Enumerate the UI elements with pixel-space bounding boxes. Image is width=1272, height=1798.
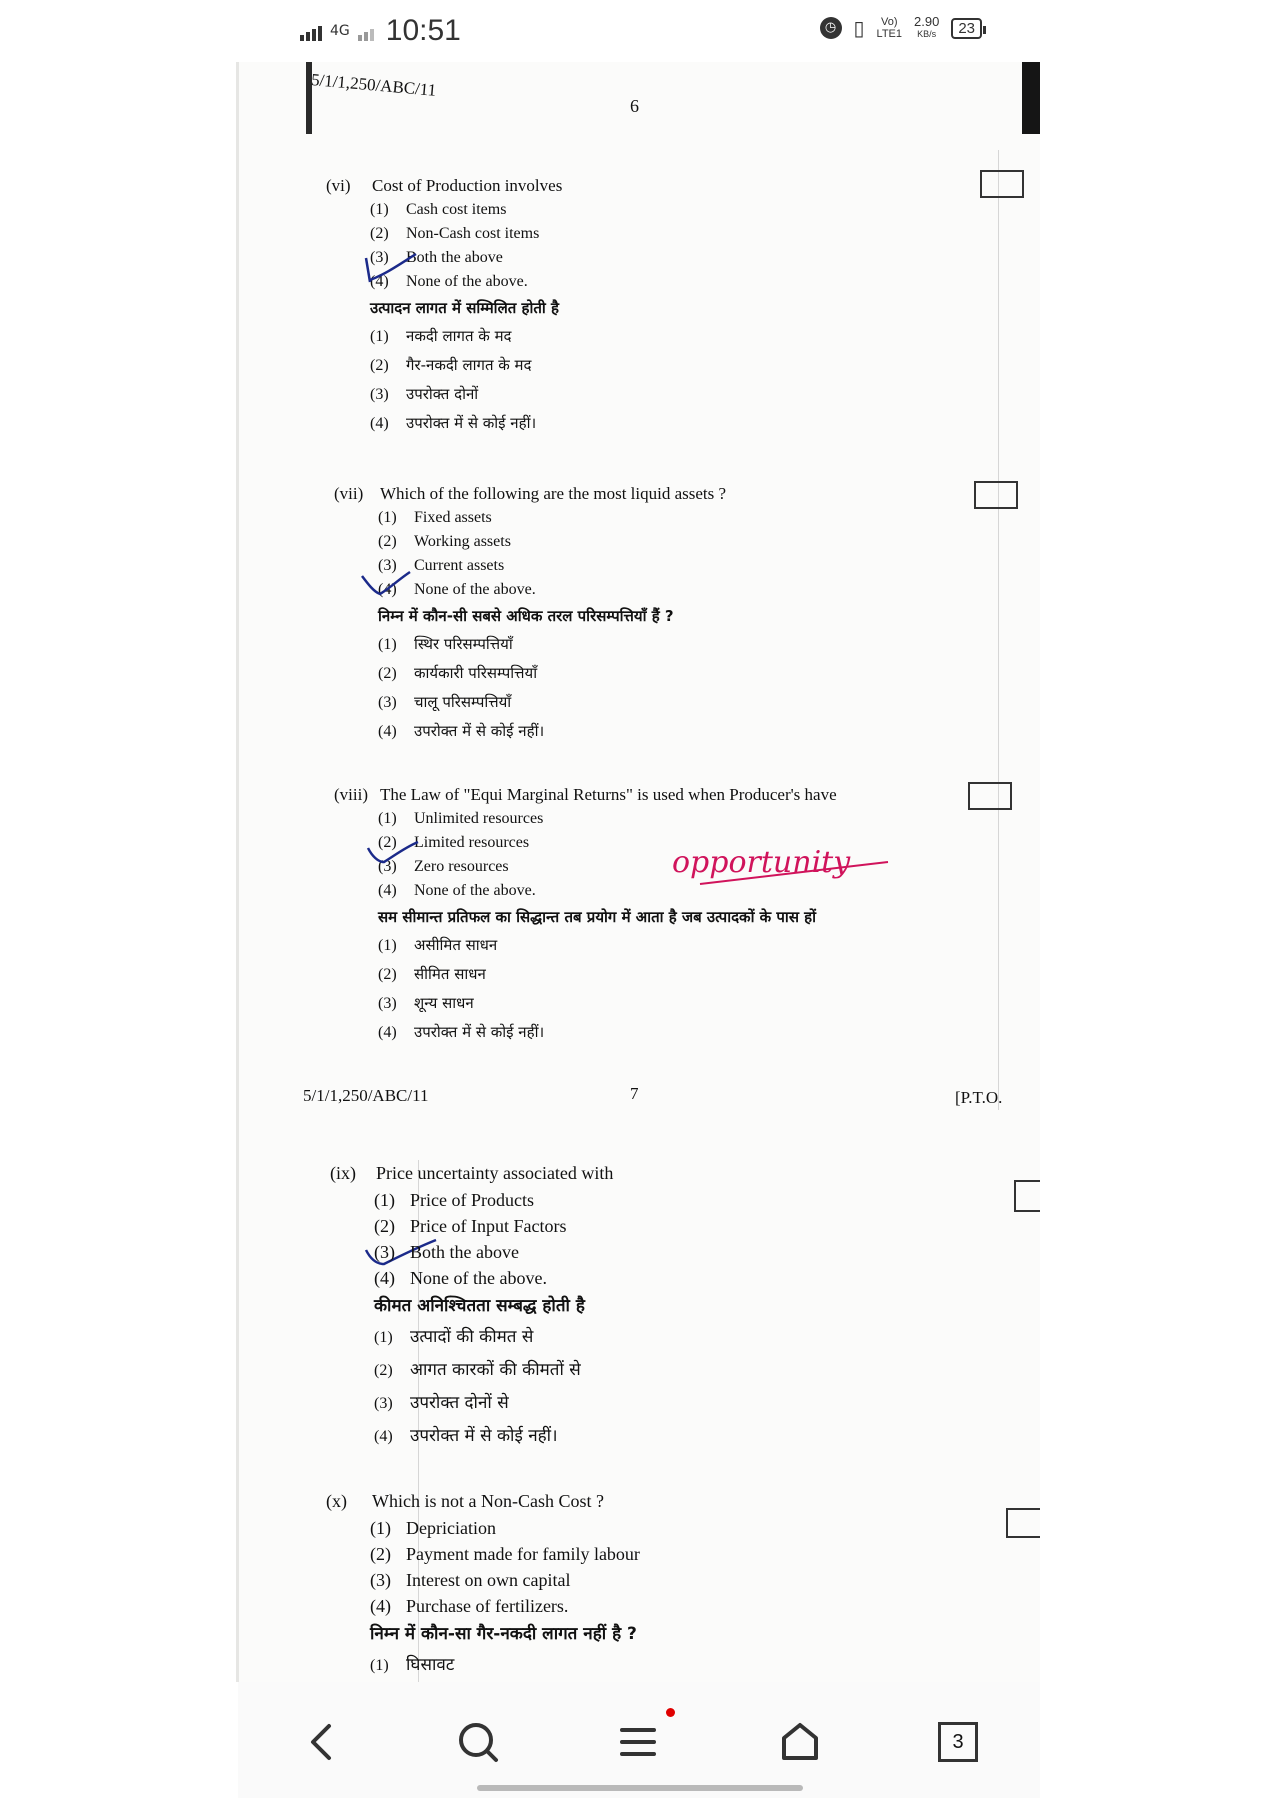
hindi-option: (1) असीमित साधन [378,936,498,954]
alarm-icon: ◷ [820,17,842,39]
question-vii [334,482,726,746]
hindi-option: (1) उत्पादों की कीमत से [374,1327,534,1347]
hindi-option: (2) सीमित साधन [378,965,486,983]
notification-dot [666,1708,675,1717]
question-ix [330,1160,613,1453]
volte-indicator: Vo) LTE1 [876,16,902,40]
question-number: (vi) [326,176,351,195]
clock: 10:51 [385,14,461,47]
hindi-question: निम्न में कौन-सी सबसे अधिक तरल परिसम्पत्तियाँ हैं ? [378,607,674,625]
search-icon [456,1720,500,1764]
question-x [326,1488,640,1682]
hindi-option: (1) स्थिर परिसम्पत्तियाँ [378,635,513,653]
answer-box-vi [980,170,1024,198]
option: (3) Zero resources [378,858,509,875]
annotation-text: opportunity [672,845,851,880]
option: (3) Interest on own capital [370,1570,571,1590]
question-number: (vii) [334,484,364,503]
margin-line [998,150,999,1110]
hindi-option: (2) कार्यकारी परिसम्पत्तियाँ [378,664,538,682]
status-bar [0,0,1272,64]
page-number-bottom: 7 [630,1084,639,1103]
hindi-option: (3) शून्य साधन [378,994,474,1012]
handwritten-annotation [660,828,900,898]
question-text: Which is not a Non-Cash Cost ? [372,1491,604,1511]
option: (1) Unlimited resources [378,810,544,827]
answer-box-vii [974,481,1018,509]
option: (4) Purchase of fertilizers. [370,1596,569,1616]
hindi-option: (4) उपरोक्त में से कोई नहीं। [378,722,545,740]
hindi-question: सम सीमान्त प्रतिफल का सिद्धान्त तब प्रयोग में आता है जब उत्पादकों के पास हों [378,908,817,926]
scan-edge-right [1022,62,1040,134]
question-number: (viii) [334,785,368,804]
hindi-option: (4) उपरोक्त में से कोई नहीं। [378,1023,545,1041]
hindi-option: (1) नकदी लागत के मद [370,327,512,345]
tick-mark-vi [356,248,426,288]
option: (2) Price of Input Factors [374,1216,567,1236]
signal-icon-2 [358,21,374,41]
tick-mark-viii [362,838,422,868]
back-arrow-icon [305,1722,335,1762]
network-speed: 2.90 KB/s [914,14,940,39]
paper-code-footer: 5/1/1,250/ABC/11 [303,1086,429,1105]
question-vi [326,174,562,438]
option: (1) Price of Products [374,1190,534,1210]
answer-box-ix [1014,1180,1040,1212]
answer-box-viii [968,782,1012,810]
home-button[interactable] [770,1712,830,1772]
pto-label: [P.T.O. [955,1088,1003,1107]
tick-mark-vii [356,566,416,600]
option: (2) Working assets [378,533,511,550]
question-number: (x) [326,1491,347,1511]
question-text: Cost of Production involves [372,176,563,195]
tabs-button[interactable] [928,1712,988,1772]
question-text: Price uncertainty associated with [376,1163,614,1183]
status-left [300,14,461,48]
hindi-option: (3) चालू परिसम्पत्तियाँ [378,693,512,711]
answer-box-x [1006,1508,1040,1538]
home-indicator[interactable] [477,1785,803,1791]
battery-icon: 23 [951,18,982,39]
option: (1) Fixed assets [378,509,492,526]
hindi-option: (2) आगत कारकों की कीमतों से [374,1360,581,1380]
paper-code-header: 5/1/1,250/ABC/11 [310,70,437,100]
signal-icon [300,21,322,41]
hindi-option: (4) उपरोक्त में से कोई नहीं। [370,414,537,432]
question-number: (ix) [330,1163,356,1183]
option-selected: (3) Current assets [378,557,505,574]
question-text: Which of the following are the most liquid assets ? [380,484,727,503]
option-selected: (2) Limited resources [378,834,530,851]
option-selected: (3) Both the above [374,1242,519,1262]
option: (1) Cash cost items [370,201,507,218]
hindi-question: निम्न में कौन-सा गैर-नकदी लागत नहीं है ? [370,1624,637,1644]
vibrate-icon: ▯ [853,16,865,40]
page-number-top: 6 [630,96,639,116]
hindi-option: (1) घिसावट [370,1655,455,1675]
hindi-option: (2) गैर-नकदी लागत के मद [370,356,532,374]
option: (4) None of the above. [374,1268,547,1288]
hindi-option: (3) उपरोक्त दोनों से [374,1393,509,1413]
option: (1) Depriciation [370,1518,496,1538]
option: (2) Payment made for family labour [370,1544,640,1564]
tabs-count: 3 [938,1722,978,1762]
hindi-question: कीमत अनिश्चितता सम्बद्ध होती है [374,1296,585,1316]
option: (4) None of the above. [370,273,528,290]
back-button[interactable] [290,1712,350,1772]
menu-icon [618,1725,658,1759]
menu-button[interactable] [608,1712,668,1772]
hindi-question: उत्पादन लागत में सम्मिलित होती है [370,299,559,317]
search-button[interactable] [448,1712,508,1772]
hindi-option: (4) उपरोक्त में से कोई नहीं। [374,1426,558,1446]
question-viii [334,783,837,1047]
question-text: The Law of "Equi Marginal Returns" is used when Producer's have [380,785,837,804]
status-right [820,16,983,40]
option-selected: (3) Both the above [370,249,503,266]
option: (2) Non-Cash cost items [370,225,540,242]
option: (4) None of the above. [378,882,536,899]
page-edge [236,62,239,1682]
option: (4) None of the above. [378,581,536,598]
hindi-option: (3) उपरोक्त दोनों [370,385,479,403]
bottom-navigation-bar [238,1682,1040,1798]
network-type: 4G [330,23,350,39]
home-icon [778,1720,822,1764]
